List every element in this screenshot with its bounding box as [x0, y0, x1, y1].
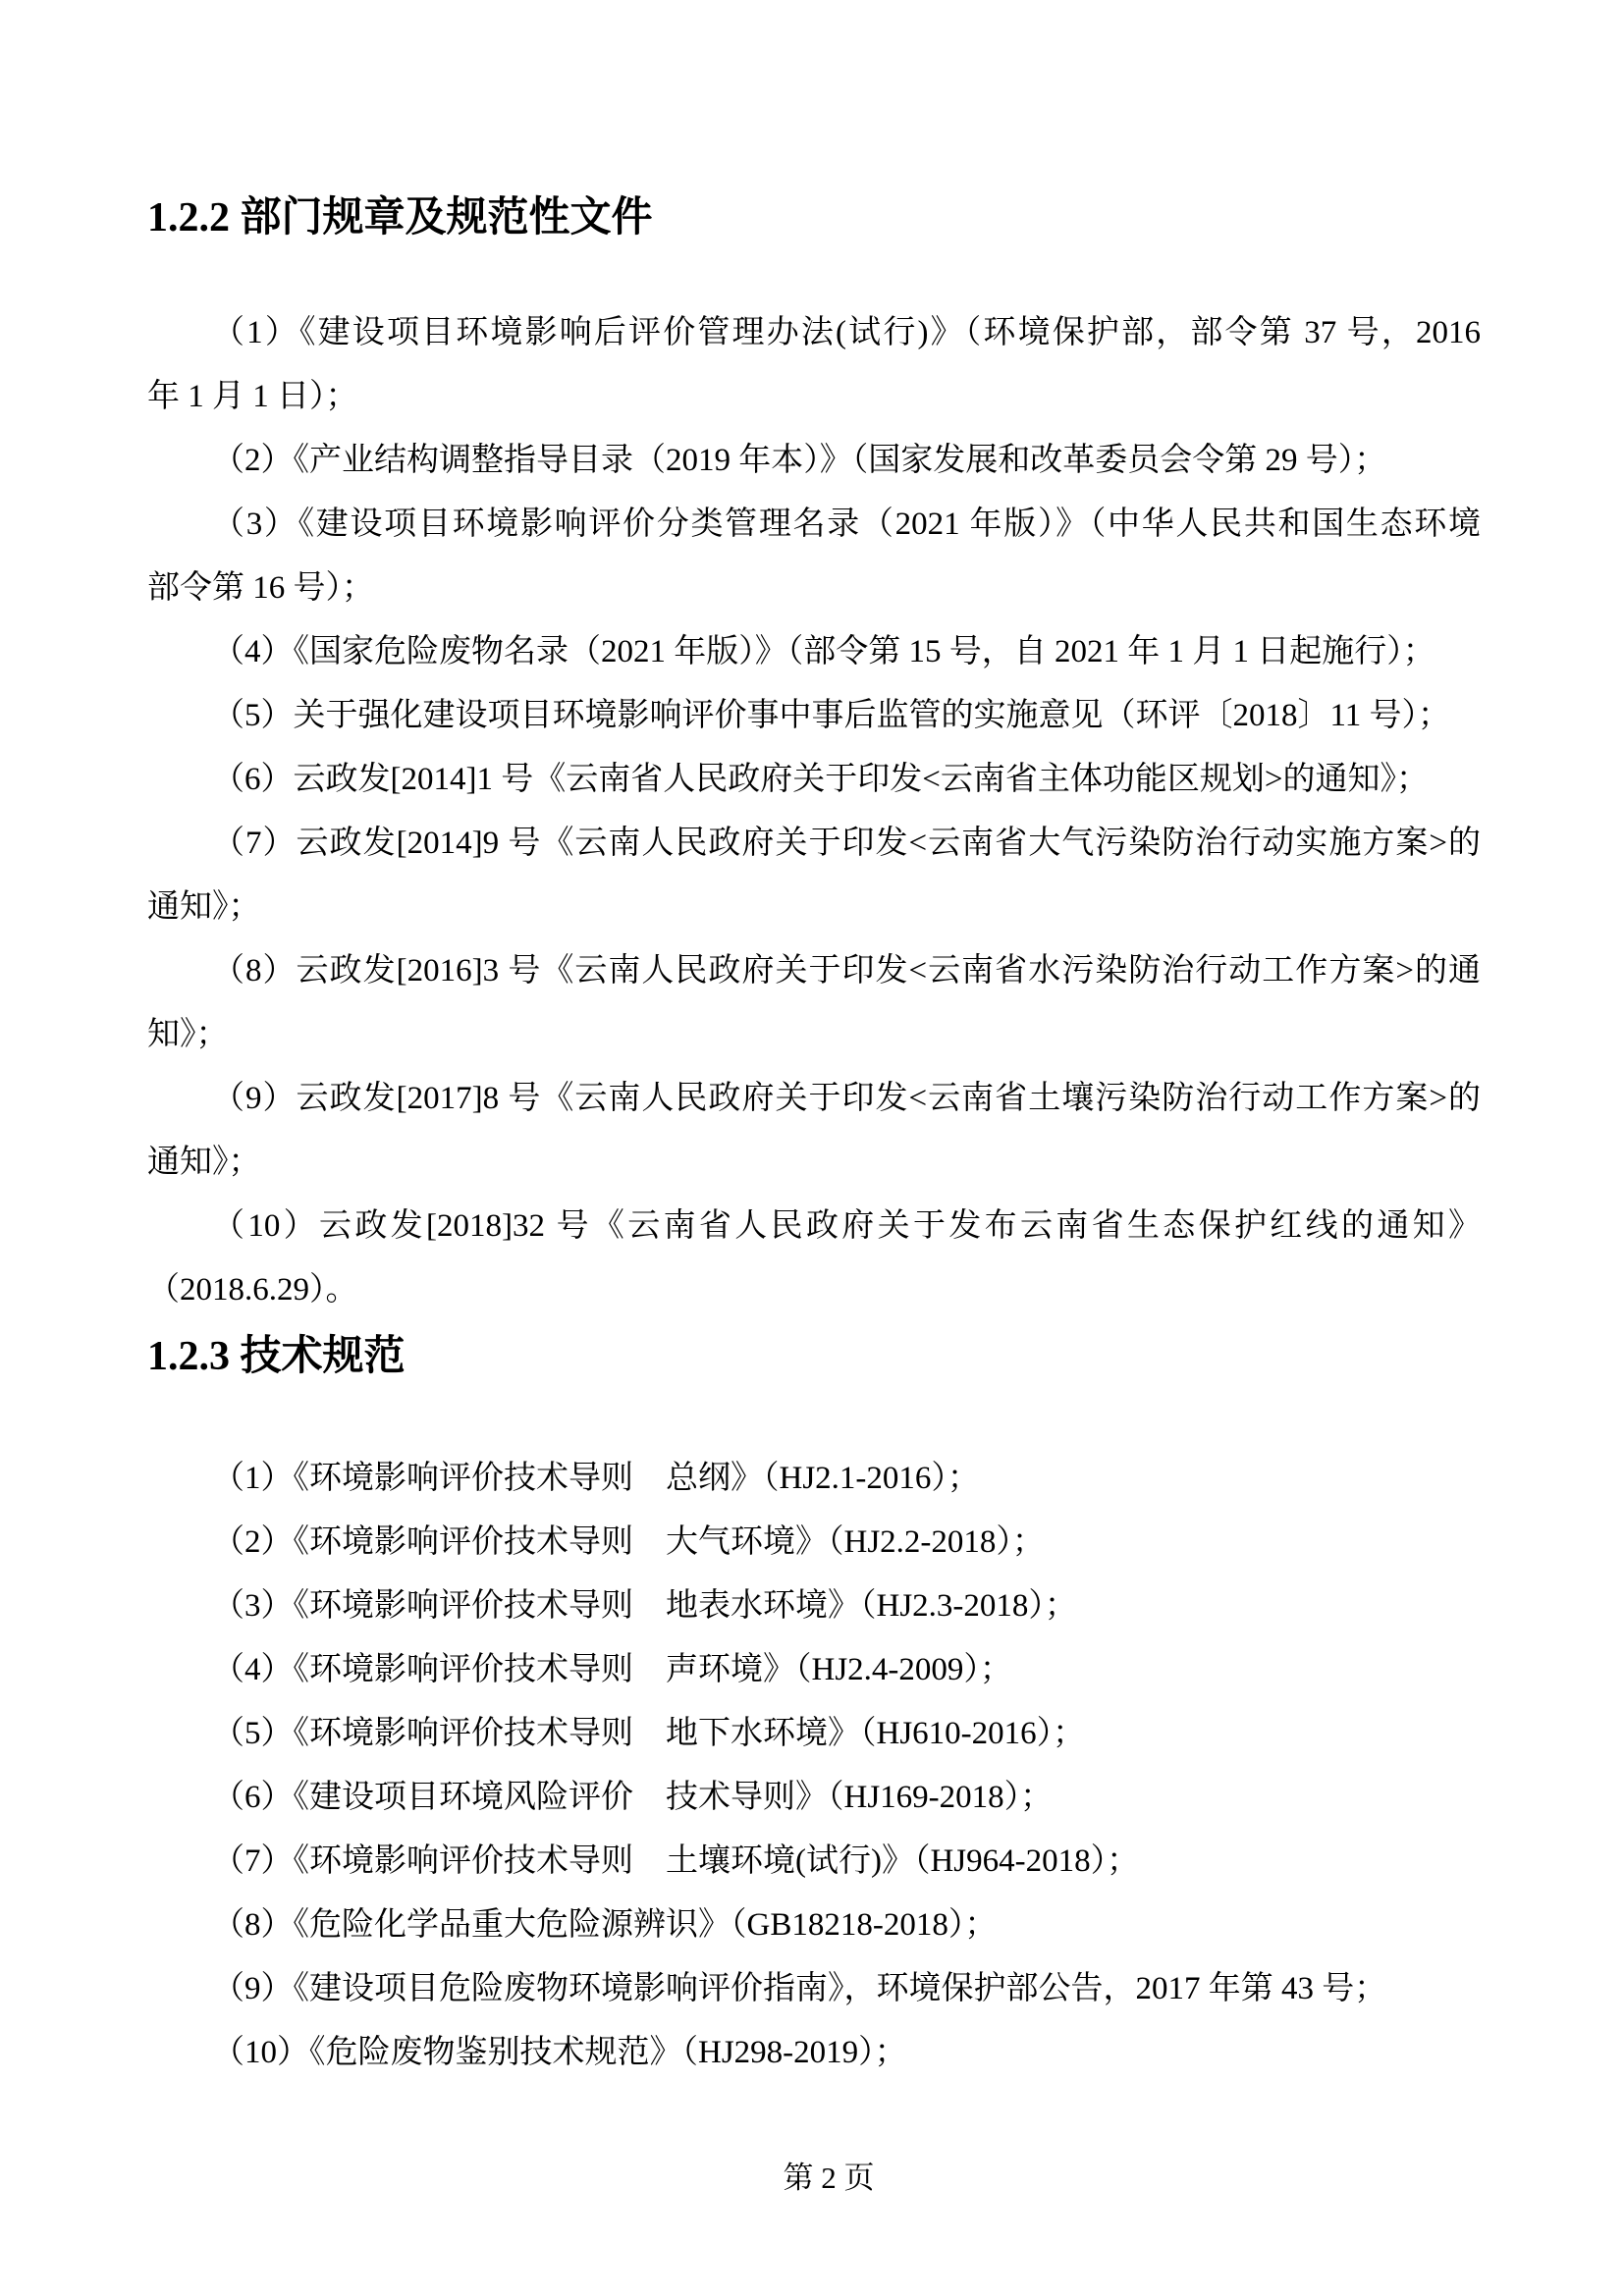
document-line: （7）《环境影响评价技术导则 土壤环境(试行)》（HJ964-2018）；: [212, 1843, 1140, 1879]
document-line: 通知》；: [147, 1145, 261, 1180]
section-1-2-3-body: [147, 1447, 1481, 2085]
document-line: （6）《建设项目环境风险评价 技术导则》（HJ169-2018）；: [212, 1780, 1054, 1815]
document-line: （5）关于强化建设项目环境影响评价事中事后监管的实施意见（环评〔2018〕11 号）；: [212, 698, 1451, 733]
document-line: （2）《环境影响评价技术导则 大气环境》（HJ2.2-2018）；: [212, 1524, 1045, 1560]
document-line: （9）云政发[2017]8 号《云南人民政府关于印发<云南省土壤污染防治行动工作方案>的: [212, 1081, 1481, 1116]
document-line: （6）云政发[2014]1 号《云南省人民政府关于印发<云南省主体功能区规划>的通知》；: [212, 762, 1429, 797]
document-line: （9）《建设项目危险废物环境影响评价指南》，环境保护部公告，2017 年第 43 号；: [212, 1971, 1387, 2006]
document-line: （8）云政发[2016]3 号《云南人民政府关于印发<云南省水污染防治行动工作方案>的通: [212, 953, 1481, 988]
section-1-2-2-body: [147, 301, 1481, 1322]
document-line: 通知》；: [147, 889, 261, 925]
document-line: （1）《建设项目环境影响后评价管理办法(试行)》（环境保护部，部令第 37 号，2016: [212, 315, 1481, 350]
document-line: （10）《危险废物鉴别技术规范》（HJ298-2019）；: [212, 2035, 907, 2070]
document-line: 知》；: [147, 1017, 229, 1052]
document-line: （10）云政发[2018]32 号《云南省人民政府关于发布云南省生态保护红线的通知》: [212, 1208, 1481, 1244]
document-line: （4）《国家危险废物名录（2021 年版）》（部令第 15 号，自 2021 年 1 月 1 日起施行）；: [212, 634, 1435, 669]
document-line: （1）《环境影响评价技术导则 总纲》（HJ2.1-2016）；: [212, 1461, 980, 1496]
section-heading-1-2-2: 1.2.2 部门规章及规范性文件: [147, 195, 653, 240]
document-line: （3）《建设项目环境影响评价分类管理名录（2021 年版）》（中华人民共和国生态环境: [212, 507, 1481, 542]
page-number: 第 2 页: [783, 2161, 875, 2195]
document-line: （2）《产业结构调整指导目录（2019 年本）》（国家发展和改革委员会令第 29 号）；: [212, 443, 1387, 478]
document-line: （5）《环境影响评价技术导则 地下水环境》（HJ610-2016）；: [212, 1716, 1086, 1751]
document-line: （3）《环境影响评价技术导则 地表水环境》（HJ2.3-2018）；: [212, 1588, 1077, 1624]
document-line: 年 1 月 1 日）；: [147, 379, 358, 414]
document-line: （8）《危险化学品重大危险源辨识》（GB18218-2018）；: [212, 1907, 998, 1943]
document-line: （7）云政发[2014]9 号《云南人民政府关于印发<云南省大气污染防治行动实施方案>的: [212, 826, 1481, 861]
document-line: （2018.6.29）。: [147, 1272, 358, 1308]
document-line: （4）《环境影响评价技术导则 声环境》（HJ2.4-2009）；: [212, 1652, 1012, 1687]
document-line: 部令第 16 号）；: [147, 570, 374, 606]
section-heading-1-2-3: 1.2.3 技术规范: [147, 1334, 406, 1379]
